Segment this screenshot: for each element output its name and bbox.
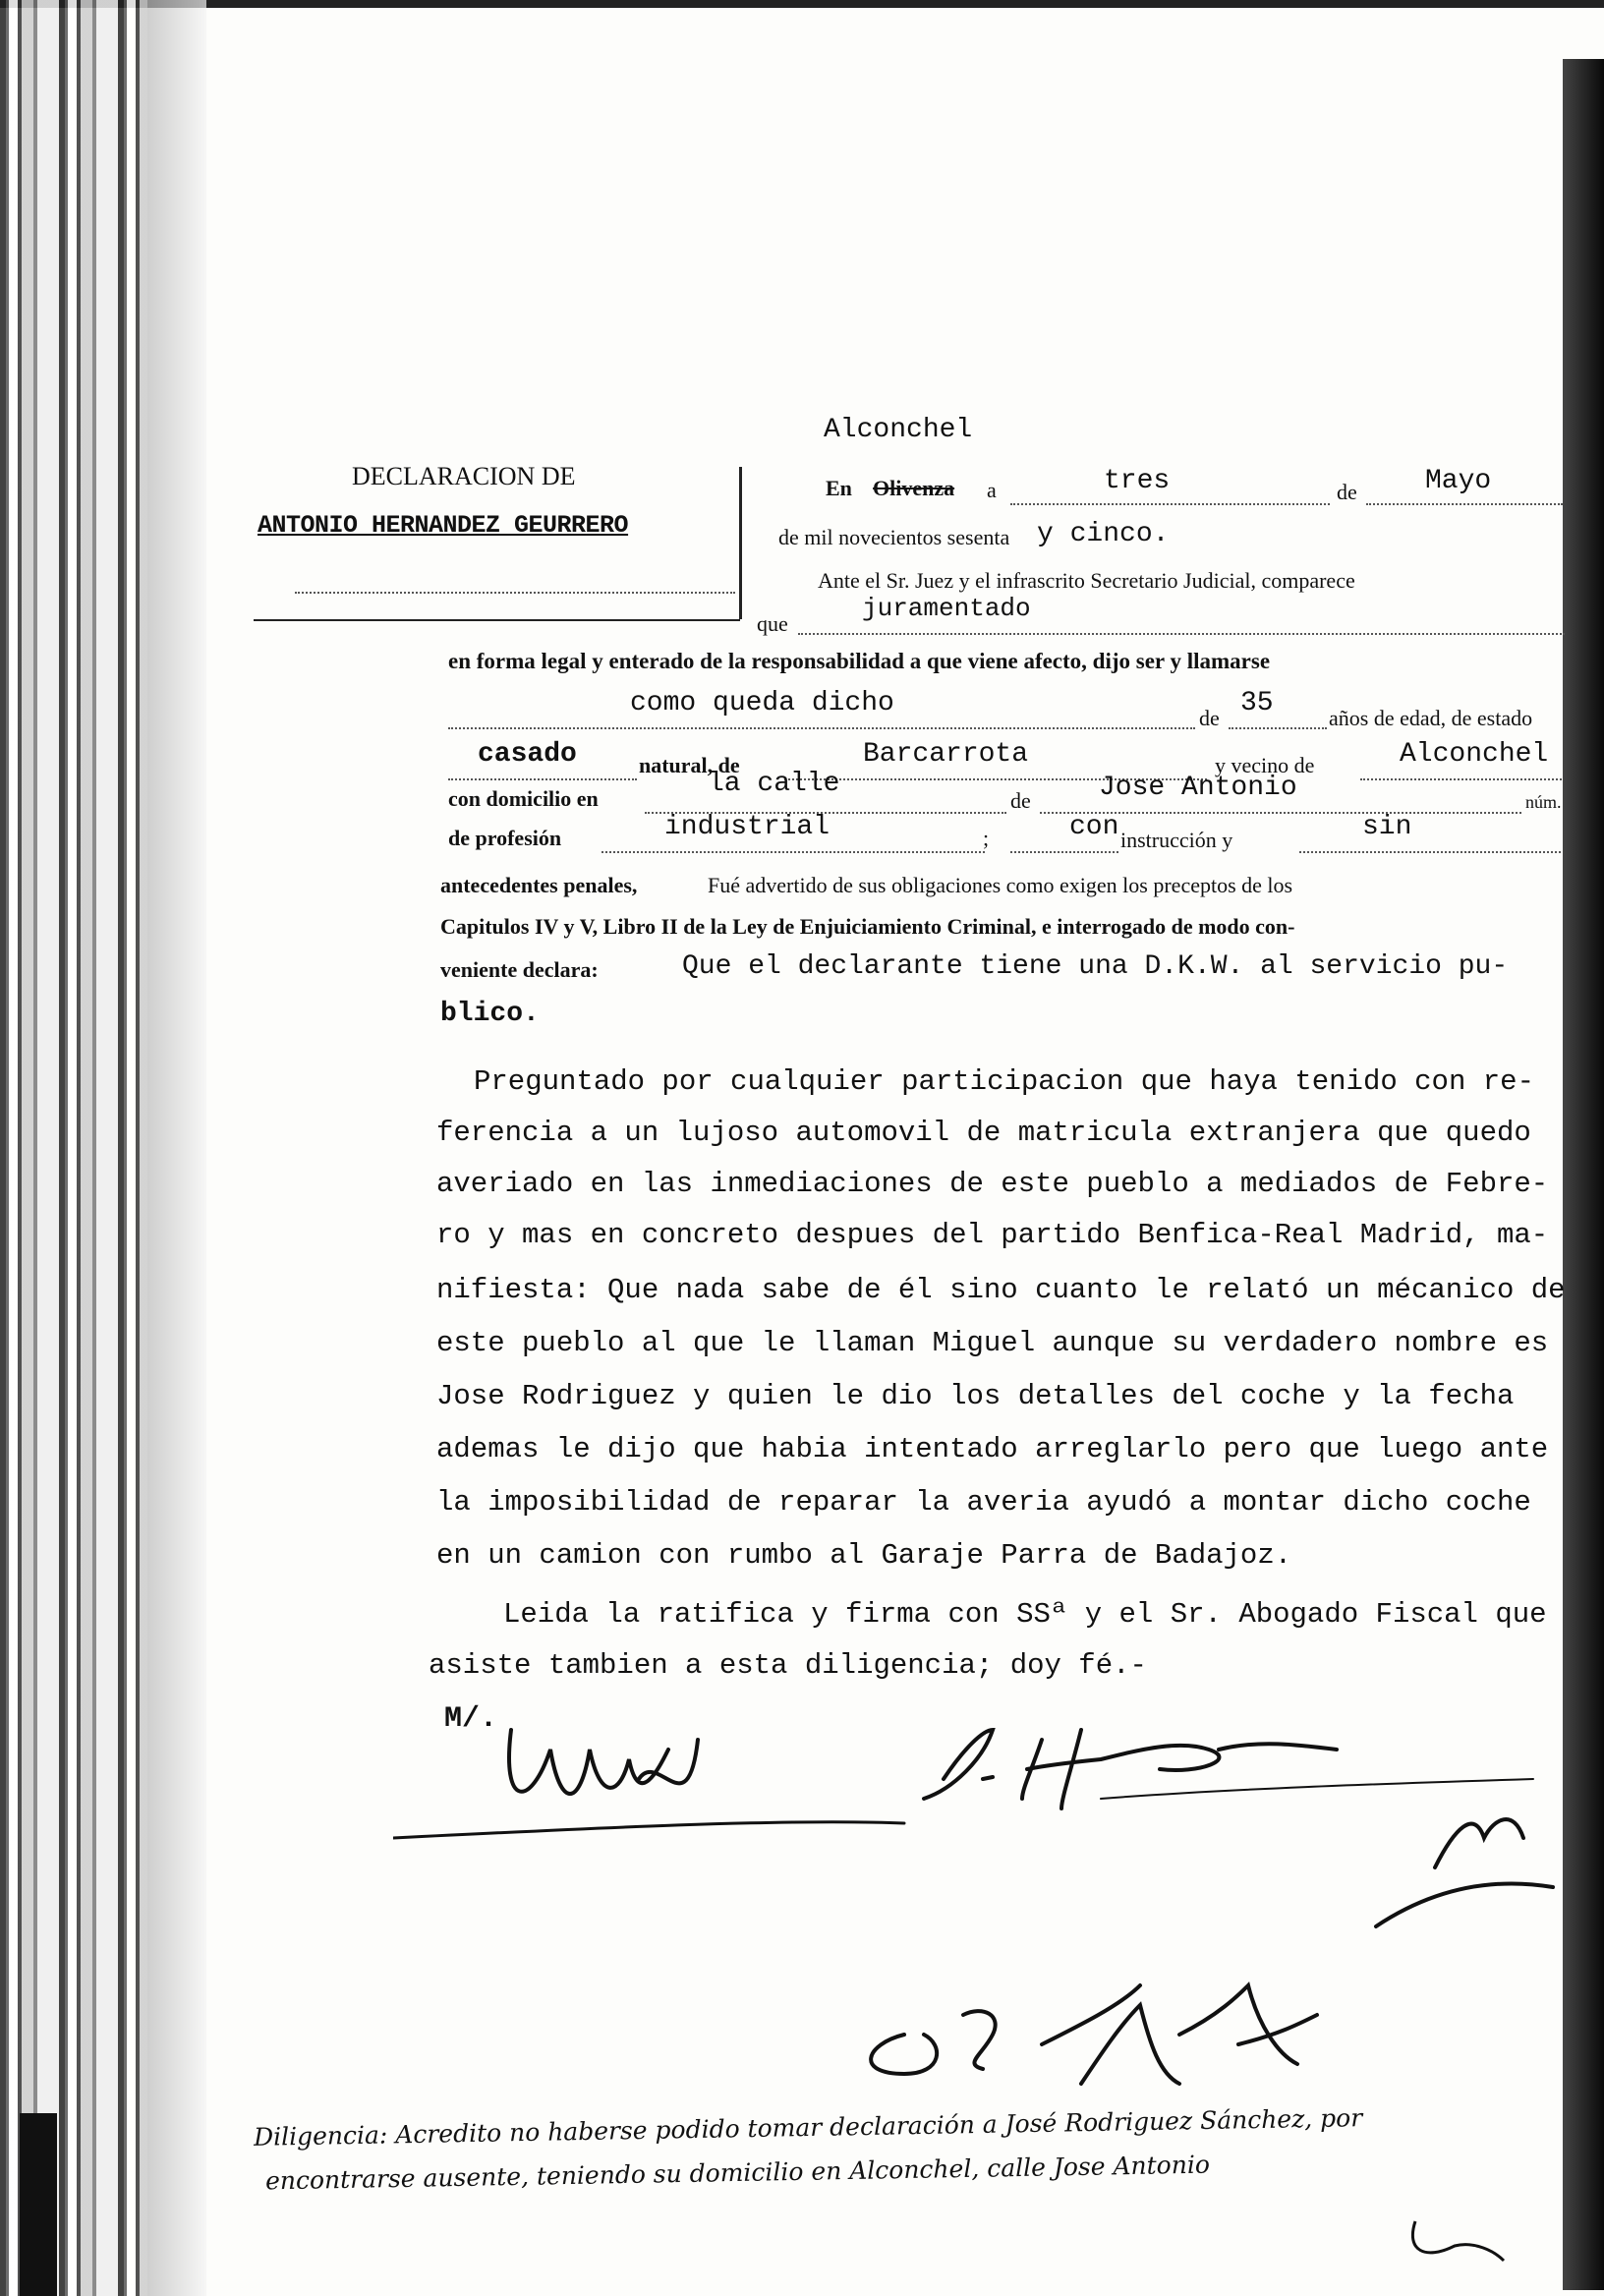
scan-corner-mark bbox=[20, 2113, 57, 2296]
day-field bbox=[1010, 466, 1330, 505]
semicolon: ; bbox=[983, 826, 990, 850]
de-label-age: de bbox=[1199, 706, 1220, 730]
p3-line-2: asiste tambien a esta diligencia; doy fé.- bbox=[429, 1649, 1147, 1682]
p2-line-10: en un camion con rumbo al Garaje Parra de Badajoz. bbox=[436, 1539, 1292, 1572]
line6: Capitulos IV y V, Libro II de la Ley de Enjuiciamiento Criminal, e interrogado de modo con- bbox=[440, 914, 1295, 939]
struck-place: Olivenza bbox=[873, 476, 955, 500]
con-value: con bbox=[1069, 812, 1119, 842]
line8: blico. bbox=[440, 999, 540, 1029]
que-value: juramentado bbox=[862, 594, 1031, 623]
p2-line-5: nifiesta: Que nada sabe de él sino cuanto le relató un mécanico de bbox=[436, 1274, 1566, 1306]
year-line: de mil novecientos sesenta bbox=[778, 525, 1010, 549]
con-field bbox=[1010, 812, 1119, 853]
line7a: veniente declara: bbox=[440, 957, 599, 982]
scan-top-edge bbox=[0, 0, 1604, 8]
que-field bbox=[798, 594, 1565, 635]
en-label: En bbox=[826, 476, 852, 500]
p2-line-2: ferencia a un lujoso automovil de matricula extranjera que quedo bbox=[436, 1117, 1531, 1149]
name-field bbox=[448, 688, 1195, 729]
instruccion-label: instrucción y bbox=[1120, 828, 1233, 852]
p2-line-1: Preguntado por cualquier participacion que haya tenido con re- bbox=[474, 1065, 1534, 1098]
signatures bbox=[393, 1691, 1573, 2123]
p2-line-6: este pueblo al que le llaman Miguel aunque su verdadero nombre es bbox=[436, 1327, 1549, 1359]
binding-strip bbox=[0, 0, 147, 2296]
estado-value: casado bbox=[478, 739, 577, 770]
de-label: de bbox=[1337, 480, 1357, 504]
antecedentes-field bbox=[1299, 812, 1561, 853]
calle-field bbox=[1040, 773, 1521, 814]
a-label: a bbox=[987, 478, 997, 502]
p3-line-1: Leida la ratifica y firma con SSª y el Sr. Abogado Fiscal que bbox=[503, 1598, 1547, 1631]
line5a: antecedentes penales, bbox=[440, 873, 638, 897]
signature-1-underline bbox=[393, 1822, 904, 1838]
natural-value: Barcarrota bbox=[863, 739, 1029, 770]
month-field bbox=[1366, 466, 1563, 505]
day-value: tres bbox=[1104, 466, 1171, 496]
signature-2-underline bbox=[1101, 1779, 1533, 1799]
year-typed: y cinco. bbox=[1037, 519, 1170, 549]
p2-line-9: la imposibilidad de reparar la averia ayudó a montar dicho coche bbox=[436, 1486, 1531, 1519]
de-label-calle: de bbox=[1010, 788, 1031, 813]
p2-line-7: Jose Rodriguez y quien le dio los detalles del coche y la fecha bbox=[436, 1380, 1515, 1412]
binding-shadow bbox=[147, 0, 206, 2296]
num-label: núm. bbox=[1525, 792, 1562, 812]
age-field bbox=[1229, 688, 1327, 729]
profesion-value: industrial bbox=[664, 812, 831, 842]
diligencia-line-2: encontrarse ausente, teniendo su domicilio en Alconchel, calle Jose Antonio bbox=[264, 2150, 1211, 2196]
sidebar-blank-line bbox=[295, 590, 735, 594]
p2-line-8: ademas le dijo que habia intentado arreglarlo pero que luego ante bbox=[436, 1433, 1549, 1465]
vecino-label: y vecino de bbox=[1215, 753, 1315, 777]
line5b: Fué advertido de sus obligaciones como exigen los preceptos de los bbox=[708, 873, 1293, 897]
signature-3 bbox=[1376, 1819, 1553, 1926]
domicilio-value: la calle bbox=[708, 769, 840, 799]
declarant-name: ANTONIO HERNANDEZ GEURRERO bbox=[258, 511, 629, 540]
signature-4 bbox=[871, 1985, 1317, 2084]
sidebar-divider bbox=[739, 467, 742, 619]
month-value: Mayo bbox=[1425, 466, 1492, 496]
domicilio-field bbox=[645, 769, 1006, 814]
signature-1 bbox=[509, 1730, 698, 1794]
que-label: que bbox=[757, 611, 788, 636]
age-suffix: años de edad, de estado bbox=[1329, 706, 1533, 730]
vecino-value: Alconchel bbox=[1400, 739, 1549, 770]
vecino-field bbox=[1360, 739, 1562, 780]
diligencia-line-1: Diligencia: Acredito no haberse podido tomar declaración a José Rodriguez Sánchez, por bbox=[253, 2103, 1363, 2152]
line7b: Que el declarante tiene una D.K.W. al servicio pu- bbox=[682, 951, 1509, 982]
form-line-1: en forma legal y enterado de la responsabilidad a que viene afecto, dijo ser y llamarse bbox=[448, 649, 1271, 673]
diligencia-signature bbox=[1396, 2202, 1514, 2280]
calle-value: Jose Antonio bbox=[1099, 773, 1297, 803]
mark: M/. bbox=[444, 1702, 498, 1736]
p2-line-3: averiado en las inmediaciones de este pueblo a mediados de Febre- bbox=[436, 1168, 1549, 1200]
declaration-title: DECLARACION DE bbox=[352, 462, 576, 490]
profesion-label: de profesión bbox=[448, 826, 562, 850]
place-header: Alconchel bbox=[824, 415, 973, 445]
p2-line-4: ro y mas en concreto despues del partido Benfica-Real Madrid, ma- bbox=[436, 1219, 1549, 1251]
sidebar-bottom-line bbox=[254, 619, 740, 621]
age-value: 35 bbox=[1240, 688, 1274, 718]
domicilio-label: con domicilio en bbox=[448, 786, 599, 811]
como-value: como queda dicho bbox=[630, 688, 894, 718]
estado-field bbox=[448, 739, 637, 780]
profesion-field bbox=[602, 812, 985, 853]
ante-line: Ante el Sr. Juez y el infrascrito Secretario Judicial, comparece bbox=[818, 568, 1355, 593]
natural-label: natural, de bbox=[639, 753, 740, 777]
antecedentes-value: sin bbox=[1362, 812, 1412, 842]
